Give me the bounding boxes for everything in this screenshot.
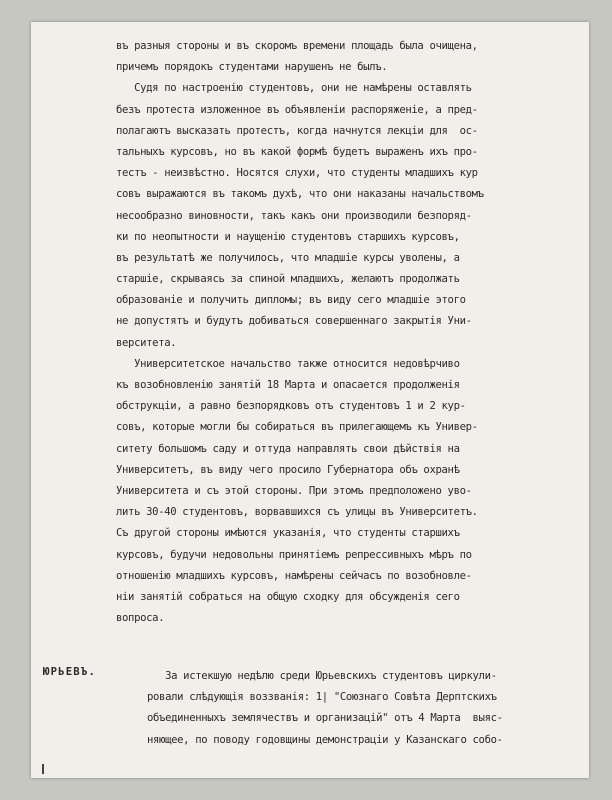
text-line: полагаютъ высказать протестъ, когда начнутся лекціи для ос- bbox=[116, 124, 478, 137]
section-text-block bbox=[147, 666, 503, 751]
text-line: совъ, которые могли бы собираться въ прилегающемъ къ Универ- bbox=[116, 421, 478, 434]
text-line: ніи занятій собраться на общую сходку для обсужденія сего bbox=[116, 590, 460, 603]
text-line: лить 30-40 студентовъ, ворвавшихся съ улицы въ Университетъ. bbox=[116, 506, 478, 519]
text-line: ки по неопытности и наущенію студентовъ старшихъ курсовъ, bbox=[116, 230, 460, 243]
text-line: безъ протеста изложенное въ объявленіи распоряженіе, а пред- bbox=[116, 103, 478, 116]
text-line: не допустятъ и будутъ добиваться совершеннаго закрытія Уни- bbox=[116, 315, 472, 328]
text-line: Университетъ, въ виду чего просило Губернатора объ охранѣ bbox=[116, 463, 460, 476]
text-line: старшіе, скрываясь за спиной младшихъ, желаютъ продолжать bbox=[116, 273, 460, 286]
text-line: отношенію младшихъ курсовъ, намѣрены сейчасъ по возобновле- bbox=[116, 569, 472, 582]
text-line: верситета. bbox=[116, 336, 177, 349]
text-line: къ возобновленію занятій 18 Марта и опасается продолженія bbox=[116, 379, 460, 391]
text-line: За истекшую недѣлю среди Юрьевскихъ студентовъ циркули- bbox=[147, 670, 497, 682]
text-line: образованіе и получить дипломы; въ виду сего младшіе этого bbox=[116, 294, 466, 307]
text-line: Съ другой стороны имѣются указанія, что студенты старшихъ bbox=[116, 527, 460, 540]
text-line: Университетское начальство также относится недовѣрчиво bbox=[116, 357, 460, 370]
text-line: ситету большомъ саду и оттуда направлять свои дѣйствія на bbox=[116, 442, 460, 455]
text-line: тальныхъ курсовъ, но въ какой формѣ будетъ выраженъ ихъ про- bbox=[116, 145, 478, 158]
text-line: несообразно виновности, такъ какъ они производили безпоряд- bbox=[116, 209, 472, 222]
text-line: причемъ порядокъ студентами нарушенъ не былъ. bbox=[116, 61, 388, 74]
section-heading-yurev: ЮРЬЕВЪ. bbox=[43, 666, 97, 678]
text-line: ровали слѣдующія воззванія: 1| "Союзнаго Совѣта Дерптскихъ bbox=[147, 691, 497, 704]
text-line: въ разныя стороны и въ скоромъ времени площадь была очищена, bbox=[116, 40, 478, 52]
text-line: въ результатѣ же получилось, что младшіе курсы уволены, а bbox=[116, 251, 460, 264]
text-line: совъ выражаются въ такомъ духѣ, что они наказаны начальствомъ bbox=[116, 188, 484, 201]
main-text-block bbox=[116, 36, 484, 629]
text-line: объединенныхъ землячествъ и организацій" отъ 4 Марта выяс- bbox=[147, 712, 503, 725]
margin-mark bbox=[42, 764, 44, 774]
text-line: Судя по настроенію студентовъ, они не намѣрены оставлять bbox=[116, 82, 472, 95]
text-line: курсовъ, будучи недовольны принятіемъ репрессивныхъ мѣръ по bbox=[116, 548, 472, 561]
text-line: тестъ - неизвѣстно. Носятся слухи, что студенты младшихъ кур bbox=[116, 167, 478, 180]
text-line: Университета и съ этой стороны. При этомъ предположено уво- bbox=[116, 484, 472, 497]
document-page bbox=[31, 22, 589, 778]
text-line: вопроса. bbox=[116, 612, 165, 625]
text-line: обструкціи, а равно безпорядковъ отъ студентовъ 1 и 2 кур- bbox=[116, 400, 466, 413]
text-line: няющее, по поводу годовщины демонстраціи у Казанскаго собо- bbox=[147, 733, 503, 746]
